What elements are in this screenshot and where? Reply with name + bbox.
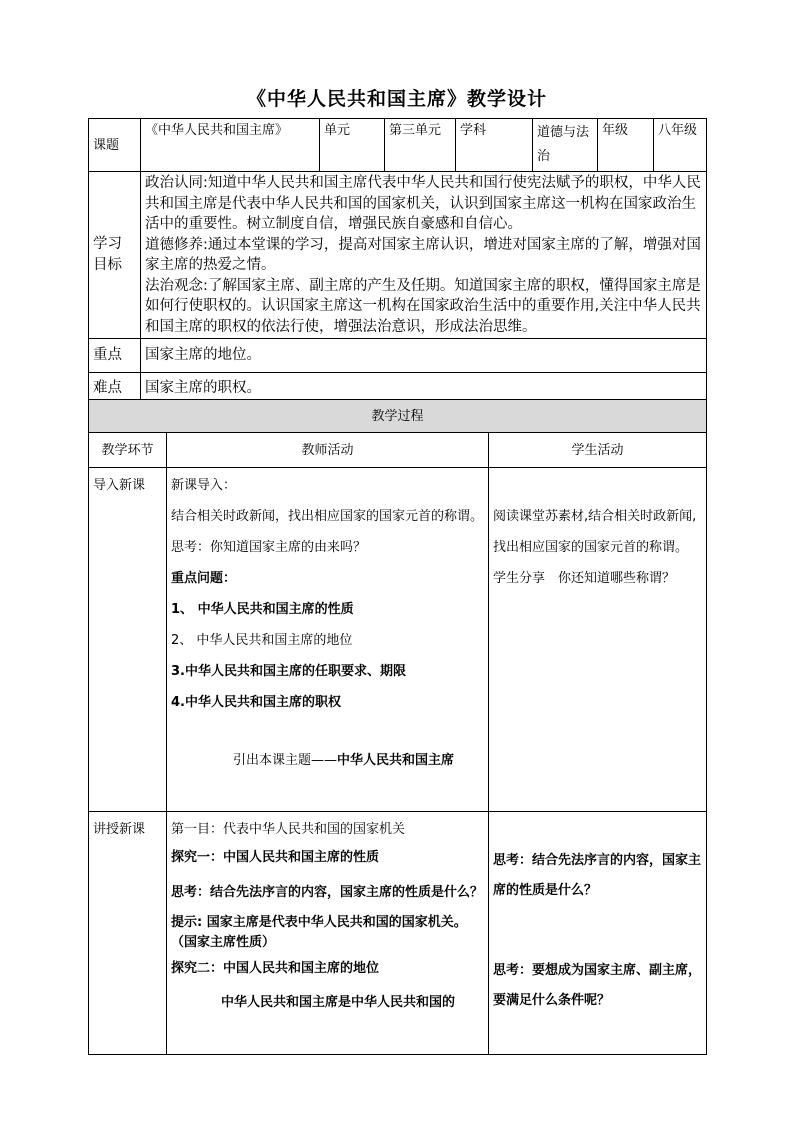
goal-moral: 道德修养:通过本堂课的学习，提高对国家主席认识，增进对国家主席的了解，增强对国家主席的热爱之情。: [145, 236, 701, 273]
lead-text: 引出本课主题——: [233, 753, 338, 768]
difficulty-value: 国家主席的职权。: [141, 373, 707, 404]
intro-teacher-line: 2、 中华人民共和国主席的地位: [171, 633, 353, 648]
subject-value: 道德与法治: [533, 119, 598, 172]
goal-political: 政治认同:知道中华人民共和国主席代表中华人民共和国行使宪法赋予的职权，中华人民共和国主席是代表中华人民共和国的国家机关，认识到国家主席这一机构在国家政治生活中的重要性。树立制度自信，增强民族自豪感和自信心。: [145, 175, 701, 232]
intro-teacher-line: 4.中华人民共和国主席的职权: [171, 695, 341, 710]
intro-student-line: 学生分享 你还知道哪些称谓？: [493, 571, 676, 586]
key-point-value: 国家主席的地位。: [141, 339, 707, 373]
subject-label: 学科: [456, 119, 533, 172]
unit-label: 单元: [320, 119, 385, 172]
intro-teacher-line: 1、 中华人民共和国主席的性质: [171, 602, 354, 617]
intro-teacher-line: 思考：你知道国家主席的由来吗？: [171, 540, 367, 555]
difficulty-label: 难点: [89, 373, 141, 404]
lesson-teacher-line: 思考：结合先法序言的内容，国家主席的性质是什么？: [171, 885, 484, 900]
header-teacher: 教师活动: [167, 433, 489, 468]
teaching-process-table: [88, 399, 707, 1055]
lesson-teacher-line: 提示: 国家主席是代表中华人民共和国的国家机关。（国家主席性质）: [171, 915, 467, 950]
lesson-teacher-line: 第一目：代表中华人民共和国的国家机关: [171, 822, 406, 837]
lesson-teacher-line: 探究一：中国人民共和国主席的性质: [171, 850, 380, 865]
goal-legal: 法治观念:了解国家主席、副主席的产生及任期。知道国家主席的职权，懂得国家主席是如何行使职权的。认识国家主席这一机构在国家政治生活中的重要作用,关注中华人民共和国主席的职权的依法行使，增强法治意识，形成法治思维。: [145, 277, 701, 335]
lesson-student-line: 思考：要想成为国家主席、副主席，要满足什么条件呢？: [493, 963, 702, 1008]
intro-teacher-lead: [171, 745, 484, 776]
lead-topic: 中华人民共和国主席: [337, 753, 455, 768]
topic-value: 《中华人民共和国主席》: [141, 119, 320, 172]
topic-label: 课题: [89, 119, 141, 172]
intro-teacher-line: 重点问题：: [171, 571, 237, 586]
lesson-student-activity: [489, 812, 707, 1055]
lesson-student-line: 思考：结合先法序言的内容，国家主席的性质是什么？: [493, 853, 702, 898]
grade-label: 年级: [598, 119, 654, 172]
grade-value: 八年级: [654, 119, 707, 172]
stage-intro: 导入新课: [89, 468, 167, 812]
document-title: 《中华人民共和国主席》教学设计: [246, 88, 547, 110]
process-title: 教学过程: [89, 400, 707, 433]
intro-teacher-line: 新课导入：: [171, 478, 237, 493]
lesson-teacher-line: 中华人民共和国主席是中华人民共和国的: [221, 995, 456, 1010]
intro-teacher-line: 结合相关时政新闻，找出相应国家的国家元首的称谓。: [171, 509, 484, 524]
lesson-info-table: [88, 118, 707, 404]
lesson-teacher-line: 探究二：中国人民共和国主席的地位: [171, 961, 380, 976]
header-stage: 教学环节: [89, 433, 167, 468]
header-student: 学生活动: [489, 433, 707, 468]
goals-label: 学习目标: [89, 172, 141, 339]
lesson-teacher-activity: [167, 812, 489, 1055]
unit-value: 第三单元: [385, 119, 456, 172]
intro-teacher-line: 3.中华人民共和国主席的任职要求、期限: [171, 664, 406, 679]
intro-student-line: 阅读课堂苏素材,结合相关时政新闻,找出相应国家的国家元首的称谓。: [493, 509, 697, 555]
key-point-label: 重点: [89, 339, 141, 373]
stage-lesson: 讲授新课: [89, 812, 167, 1055]
intro-student-activity: [489, 468, 707, 812]
intro-teacher-activity: [167, 468, 489, 812]
goals-content: [141, 172, 707, 339]
